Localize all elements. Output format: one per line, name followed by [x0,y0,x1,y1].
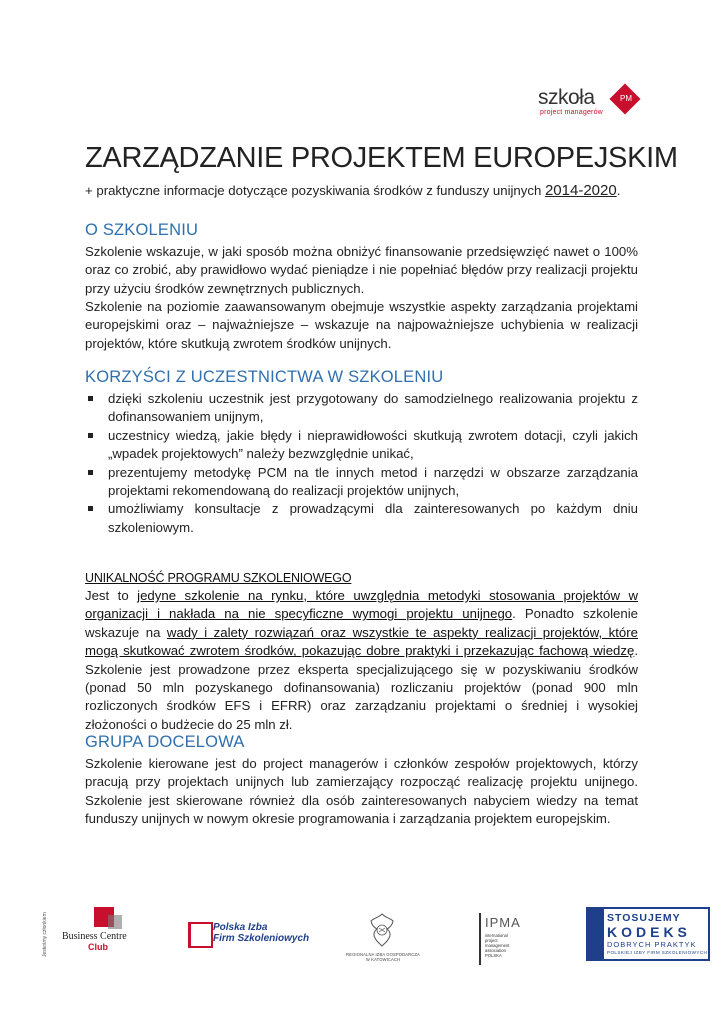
rig-name [338,952,428,962]
book-icon [188,922,213,948]
uniqueness-heading: UNIKALNOŚĆ PROGRAMU SZKOLENIOWEGO [85,571,352,585]
list-item: dzięki szkoleniu uczestnik jest przygotowany do samodzielnego realizowania projektu z dofinansowaniem unijnym, [85,390,638,427]
ipma-logo [479,913,549,969]
bcc-club: Club [88,942,108,952]
pizs-logo [188,920,308,960]
bcc-name: Business Centre [62,931,127,942]
kodeks-line-2: KODEKS [607,924,691,940]
pizs-line-2: Firm Szkoleniowych [213,933,310,944]
benefits-heading: KORZYŚCI Z UCZESTNICTWA W SZKOLENIU [85,368,444,386]
uniqueness-underlined-1: jedyne szkolenie na rynku, które uwzględnia metodyki stosowania projektów w organizacji i nakłada na nie specyficzne wymogi projektu unijnego [85,588,639,622]
benefits-list [85,390,638,537]
list-item: umożliwiamy konsultacje z prowadzącymi dla zainteresowanych po każdym dniu szkoleniowym. [85,500,638,537]
bcc-grey-square-icon [108,915,122,929]
subtitle-text: + praktyczne informacje dotyczące pozyskiwania środków z funduszy unijnych [85,183,545,198]
list-item: prezentujemy metodykę PCM na tle innych metod i narzędzi w obszarze zarządzania projektami rekomendowaną do realizacji projektów unijnych, [85,464,638,501]
list-item: uczestnicy wiedzą, jakie błędy i nieprawidłowości skutkują zwrotem dotacji, czyli jakich „wpadek projektowych” należy bezwzględnie unikać, [85,427,638,464]
kodeks-line-3: DOBRYCH PRAKTYK [607,940,697,949]
kodeks-line-1: STOSUJEMY [607,912,681,924]
subtitle-years: 2014-2020 [544,182,617,199]
rig-katowice-logo [338,908,428,968]
szkola-pm-logo [538,84,638,124]
about-heading: O SZKOLENIU [85,221,199,239]
ipma-l4: association [485,948,506,953]
uniqueness-underlined-2: wady i zalety rozwiązań oraz wszystkie te aspekty realizacji projektów, które mogą skutkować zwrotem środków, pokazując dobre praktyki i przekazując fachową wiedzę [85,624,638,659]
page-title: ZARZĄDZANIE PROJEKTEM EUROPEJSKIM [85,142,678,174]
kodeks-line-4: POLSKIEJ IZBY FIRM SZKOLENIOWYCH [607,950,708,955]
subtitle-end: . [616,183,621,198]
target-group-heading: GRUPA DOCELOWA [85,733,245,751]
uniqueness-text-1: Jest to [85,588,138,603]
ipma-subtitle [485,933,509,958]
pizs-name [213,922,309,944]
logo-pm-text: PM [620,94,632,103]
logo-subtitle: project managerów [540,109,603,116]
about-paragraph-1: Szkolenie wskazuje, w jaki sposób można obniżyć finansowanie przedsięwzięć nawet o 100% oraz co zrobić, aby prawidłowo wydać pieniądze i nie popełniać błędów przy realizacji projektu przy użyciu środków zewnętrznych publicznych. [85,244,638,296]
logo-wordmark: szkoła [538,86,595,109]
about-paragraph-2: Szkolenie na poziomie zaawansowanym obejmuje wszystkie aspekty zarządzania projektami europejskimi oraz – najważniejsze – wskazuje na najpoważniejsze uchybienia w realizacji projektów, które skutkują zwrotem środków unijnych. [85,299,638,351]
ipma-l1: international [485,933,508,938]
page-subtitle [85,182,620,199]
eagle-crest-icon [368,912,396,948]
ipma-l2: project [485,938,498,943]
uniqueness-text-2: . Ponadto szkolenie wskazuje na [85,606,638,640]
target-group-paragraph: Szkolenie kierowane jest do project managerów i członków zespołów projektowych, którzy pracują przy projektach unijnych lub zamierzający rozpocząć realizację projektu unijnego. Szkolenie jest skierowane również dla osób zainteresowanych nabyciem wiedzy na temat funduszy unijnych w nowym okresie programowania i zarządzania projektem europejskim. [85,756,638,827]
uniqueness-paragraph [85,587,638,734]
ipma-l5: POLSKA [485,953,502,958]
rig-line-1: REGIONALNA IZBA GOSPODARCZA [346,952,420,957]
business-centre-club-logo [42,905,152,955]
bcc-member-label: Jesteśmy członkiem [42,912,48,957]
ipma-name: IPMA [485,915,521,930]
kodeks-dobrych-praktyk-logo [586,907,710,961]
ipma-bar [479,913,481,965]
pizs-line-1: Polska Izba [213,922,268,933]
ipma-l3: management [485,943,510,948]
kodeks-strip [588,909,604,959]
rig-line-2: W KATOWICACH [365,957,401,962]
uniqueness-text-3: . Szkolenie jest prowadzone przez eksperta specjalizującego się w pozyskiwaniu środków (ponad 50 mln pozyskanego dofinansowania) rozliczaniu projektów (ponad 900 mln rozliczonych środków EFS i EFRR) oraz zarządzaniu projektami o średniej i wysokiej złożoności o budżecie do 25 mln zł. [85,643,638,732]
